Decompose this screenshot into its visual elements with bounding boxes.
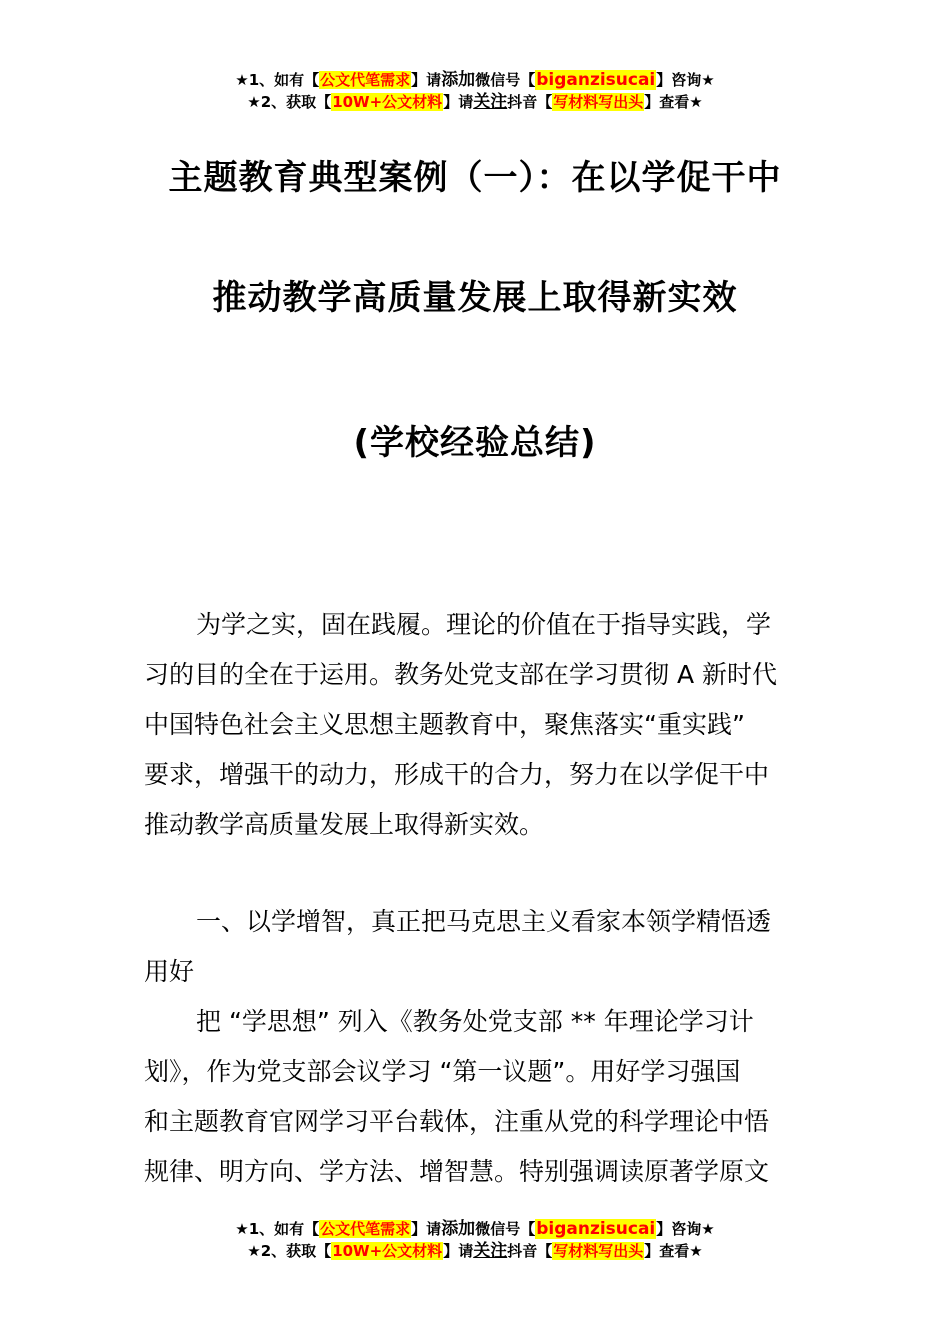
section-1-paragraph: 把 “学思想” 列入《教务处党支部 ** 年理论学习计 划》，作为党支部会议学习 “第一议题”。用好学习强国 和主题教育官网学习平台载体，注重从党的科学理论中悟 规律、明方向、学方法、增智慧。特别强调读原著学原文 bbox=[144, 1007, 770, 1186]
section-heading-1: 一、以学增智，真正把马克思主义看家本领学精悟透 用好 bbox=[144, 907, 772, 986]
intro-paragraph: 为学之实，固在践履。理论的价值在于指导实践，学 习的目的全在于运用。教务处党支部在学习贯彻 A 新时代 中国特色社会主义思想主题教育中，聚焦落实“重实践” 要求，增强干的动力，形成干的合力，努力在以学促干中 推动教学高质量发展上取得新实效。 bbox=[144, 610, 777, 839]
document-title-line-2: 推动教学高质量发展上取得新实效 bbox=[212, 278, 738, 318]
document-title-line-1: 主题教育典型案例（一）：在以学促干中 bbox=[168, 158, 782, 198]
highlight-douyin: 写材料写出头 bbox=[553, 93, 644, 111]
highlight-wechat-id: biganzisucai bbox=[536, 70, 656, 90]
highlight-materials: 10W+公文材料 bbox=[332, 1242, 443, 1260]
promo-line-2-bottom: ★2、获取【10W+公文材料】请关注抖音【写材料写出头】查看★ bbox=[247, 1241, 703, 1261]
highlight-service: 公文代笔需求 bbox=[320, 1220, 411, 1238]
promo-line-1: ★1、如有【公文代笔需求】请添加微信号【biganzisucai】咨询★ bbox=[235, 70, 715, 90]
document-subtitle: (学校经验总结) bbox=[353, 423, 597, 463]
promo-banner-bottom bbox=[0, 1219, 950, 1263]
highlight-douyin: 写材料写出头 bbox=[553, 1242, 644, 1260]
promo-line-2: ★2、获取【10W+公文材料】请关注抖音【写材料写出头】查看★ bbox=[247, 92, 703, 112]
highlight-service: 公文代笔需求 bbox=[320, 71, 411, 89]
promo-line-1-bottom: ★1、如有【公文代笔需求】请添加微信号【biganzisucai】咨询★ bbox=[235, 1219, 715, 1239]
highlight-materials: 10W+公文材料 bbox=[332, 93, 443, 111]
highlight-wechat-id: biganzisucai bbox=[536, 1219, 656, 1239]
promo-banner-top bbox=[0, 70, 950, 114]
